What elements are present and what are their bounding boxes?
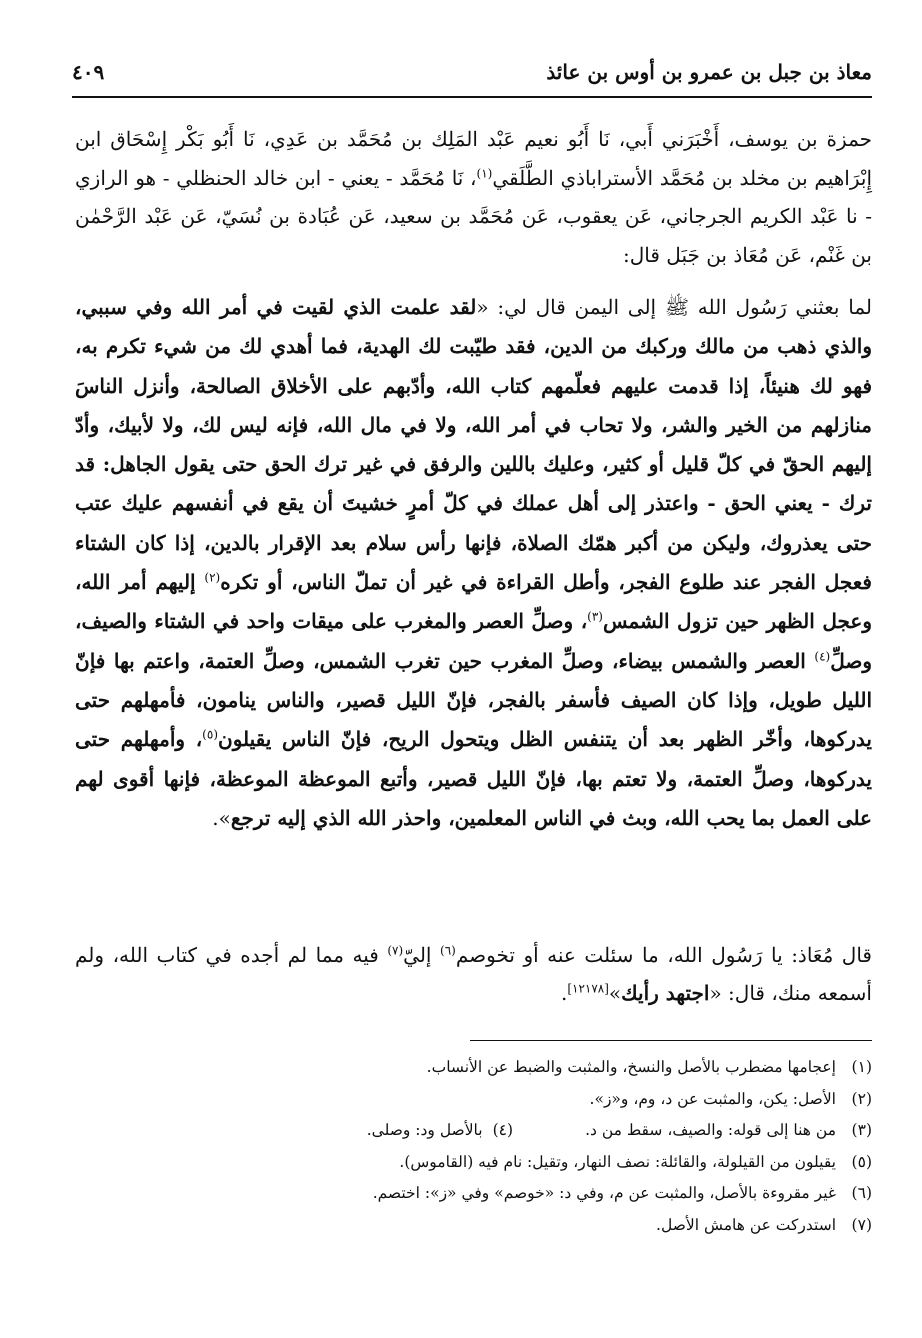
footnote-1 [75,1052,872,1084]
footnote-number: (٦) [851,1184,872,1202]
footnote-text: يقيلون من القيلولة، والقائلة: نصف النهار، وتقيل: نام فيه (القاموس). [399,1152,836,1171]
closing-text-b: إليّ [403,943,440,967]
footnote-rule [470,1040,872,1041]
hadith-quote-d: العصر والشمس بيضاء، وصلِّ المغرب حين تغرب الشمس، وصلِّ العتمة، واعتم بها فإنّ الليل طويل، وإذا كان الصيف فأسفر بالفجر، فإنّ الليل قصير، والناس ينامون، فأمهلهم حتى يدركوها، وأخّر الظهر بعد أن يتنفس الظل ويتحول الريح، فإنّ الناس يقيلون [75,648,872,752]
hadith-number-ref: [١٢١٧٨] [567,981,609,996]
closing-end: . [560,981,568,1005]
footnote-number: (٢) [851,1089,872,1108]
hadith-quote-e: ، وأمهلهم حتى يدركوها، وصلِّ العتمة، ولا تعتم بها، فإنّ الليل قصير، وأتبع الموعظة الموعظة، فإنها أقوى لهم على العمل بما يحب الله، وبث في الناس المعلمين، واحذر الله الذي إليه ترجع [75,727,872,830]
isnad-paragraph [75,120,872,274]
hadith-quote-c: ، وصلِّ العصر والمغرب على ميقات واحد في الشتاء والصيف، وصلِّ [75,609,872,673]
footnote-text: من هنا إلى قوله: والصيف، سقط من د. [585,1121,836,1139]
footnote-number: (١) [851,1058,872,1076]
footnote-ref-2[interactable]: (٢) [204,570,221,585]
page-header [72,50,872,94]
footnote-ref-7[interactable]: (٧) [387,943,404,958]
hadith-intro: لما بعثني رَسُول الله ﷺ إلى اليمن قال لي: « [476,295,872,319]
hadith-close: ». [212,805,231,830]
footnote-text: الأصل: يكن، والمثبت عن د، وم، و«ز». [589,1089,836,1108]
closing-text-a: قال مُعَاذ: يا رَسُول الله، ما سئلت عنه أو تخوصم [455,943,872,967]
hadith-quote-b: إليهم أمر الله، وعجل الظهر حين تزول الشمس [75,570,872,634]
footnote-7 [75,1210,872,1242]
footnote-ref-5[interactable]: (٥) [202,727,218,742]
closing-paragraph [75,936,872,1012]
footnote-6 [75,1178,872,1210]
footnote-number: (٧) [851,1215,872,1234]
footnote-3 [75,1115,872,1147]
isnad-text-rest: ، نَا مُحَمَّد - يعني - ابن خالد الحنظلي - هو الرازي - نا عَبْد الكريم الجرجاني، عَن يعقوب، عَن مُحَمَّد بن سعيد، عَن عُبَادة بن نُسَيّ، عَن عَبْد الرَّحْمٰن بن غَنْم، عَن مُعَاذ بن جَبَل قال: [75,165,872,267]
page-number: ٤٠٩ [72,60,105,84]
closing-text-d: » [608,981,622,1005]
hadith-quote-a: لقد علمت الذي لقيت في أمر الله وفي سببي، والذي ذهب من مالك وركبك من الدين، فقد طيّبت لك الهدية، فما أهدي لك من شيء تكرم به، فهو لك هنيئاً، إذا قدمت عليهم فعلّمهم كتاب الله، وأدّبهم على الأخلاق الصالحة، وأنزل الناسَ منازلهم من الخير والشر، ولا تحاب في أمر الله، ولا في مال الله، فإنه ليس لك، ولا لأبيك، وأدّ إليهم الحقّ في كلّ قليل أو كثير، وعليك باللين والرفق في غير ترك الحق حتى يقول الجاهل: قد ترك - يعني الحق - واعتذر إلى أهل عملك في كلّ أمرٍ خشيتَ أن يقع في أنفسهم عليك عتب حتى يعذروك، وليكن من أكبر همّك الصلاة، فإنها رأس سلام بعد الإقرار بالدين، إذا كان الشتاء فعجل الفجر عند طلوع الفجر، وأطل القراءة في غير أن تملّ الناس، أو تكره [75,295,873,595]
footnote-ref-1[interactable]: (١) [476,165,493,180]
footnote-4 [367,1115,513,1147]
footnote-5 [75,1147,872,1179]
footnotes [75,1052,872,1241]
footnote-text: بالأصل ود: وصلى. [366,1121,483,1139]
isnad-text: حمزة بن يوسف، أَخْبَرَني أَبي، نَا أَبُو نعيم عَبْد المَلِك بن مُحَمَّد بن عَدِي، نَا أَبُو بَكْر إِسْحَاق ابن إِبْرَاهيم بن مخلد بن مُحَمَّد الأستراباذي الطَّلَقي [75,127,873,190]
hadith-paragraph [75,288,872,838]
footnote-number: (٥) [851,1152,872,1171]
closing-quote: اجتهد رأيك [621,981,710,1005]
footnote-ref-4[interactable]: (٤) [814,649,831,664]
header-rule [72,96,872,98]
footnote-number: (٤) [492,1121,514,1139]
footnote-2 [75,1084,872,1116]
footnote-number: (٣) [851,1121,872,1139]
running-title: معاذ بن جبل بن عمرو بن أوس بن عائذ [546,60,872,84]
footnote-text: إعجامها مضطرب بالأصل والنسخ، والمثبت والضبط عن الأنساب. [426,1058,836,1076]
footnote-text: غير مقروءة بالأصل، والمثبت عن م، وفي د: «خوصم» وفي «ز»: اختصم. [372,1184,836,1202]
footnote-ref-3[interactable]: (٣) [587,609,603,624]
footnote-text: استدركت عن هامش الأصل. [656,1215,836,1234]
footnote-ref-6[interactable]: (٦) [440,943,456,958]
closing-text-c: فيه مما لم أجده في كتاب الله، ولم أسمعه منك، قال: « [75,943,872,1005]
